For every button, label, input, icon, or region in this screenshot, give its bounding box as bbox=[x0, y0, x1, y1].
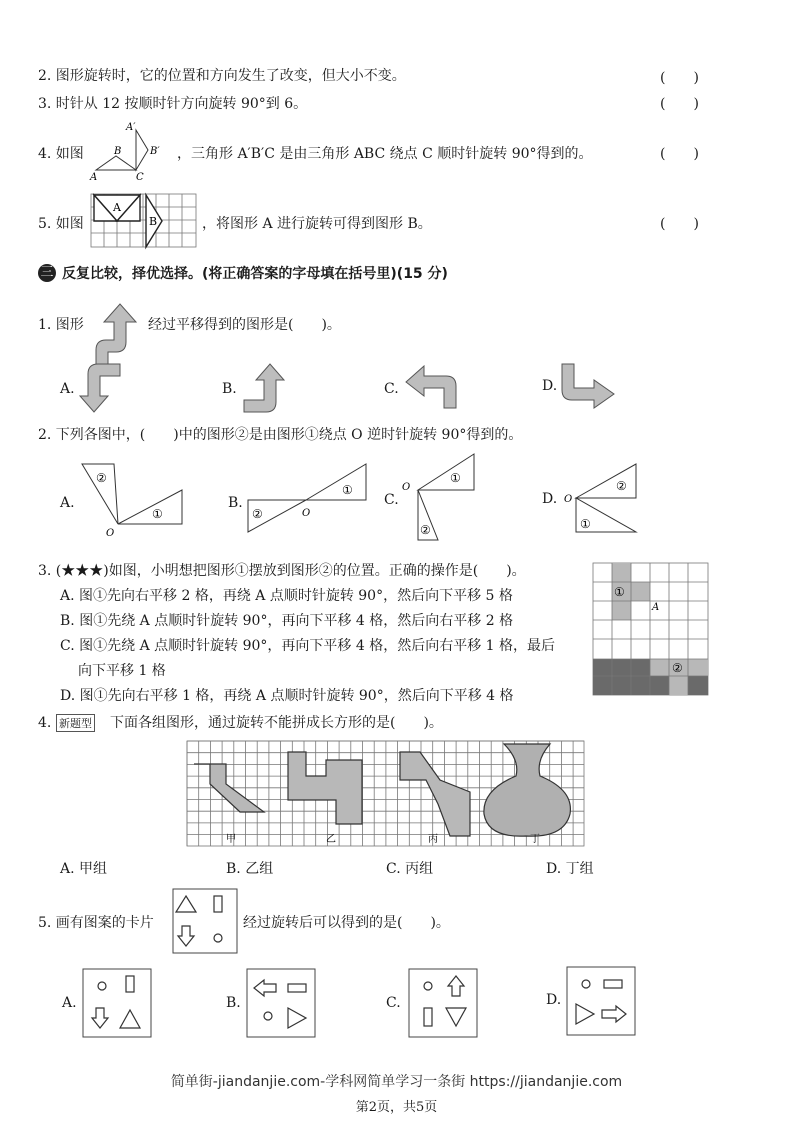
mc2-c-point-o: O bbox=[402, 482, 411, 493]
mc5-prefix: 5. 画有图案的卡片 bbox=[38, 915, 154, 931]
answer-paren-q5[interactable]: ( ) bbox=[660, 216, 699, 232]
mc5-suffix: 经过旋转后可以得到的是( )。 bbox=[243, 915, 450, 931]
mc2-option-a[interactable]: A. bbox=[60, 495, 75, 511]
mc3-grid-point-a: A bbox=[652, 602, 660, 613]
mc2-figure-d bbox=[564, 458, 640, 538]
mc1-option-b-arrow bbox=[240, 360, 290, 416]
mc5-card bbox=[172, 888, 238, 954]
mc2-text: 2. 下列各图中，( )中的图形②是由图形①绕点 O 逆时针旋转 90°得到的。 bbox=[38, 427, 523, 443]
mc5-option-b-card bbox=[246, 968, 316, 1038]
judge-q5-suffix: ，将图形 A 进行旋转可得到图形 B。 bbox=[202, 216, 432, 232]
q5-grid-figure bbox=[90, 193, 198, 249]
mc5-option-a-card bbox=[82, 968, 152, 1038]
mc2-option-b[interactable]: B. bbox=[228, 495, 243, 511]
q5-label-b: B bbox=[149, 215, 158, 228]
mc3-option-c-line1[interactable]: C. 图①先绕 A 点顺时针旋转 90°，再向下平移 4 格，然后向右平移 1 格，最后 bbox=[60, 638, 556, 654]
page-number: 第2页，共5页 bbox=[355, 1100, 438, 1115]
mc5-option-a[interactable]: A. bbox=[62, 995, 77, 1011]
q4-label-a: A bbox=[90, 172, 98, 183]
mc4-text: 下面各组图形，通过旋转不能拼成长方形的是( )。 bbox=[110, 715, 443, 731]
judge-q4-prefix: 4. 如图 bbox=[38, 146, 84, 162]
mc2-a-mark-1: ① bbox=[152, 507, 163, 521]
mc1-option-c-arrow bbox=[402, 360, 462, 412]
mc3-option-b[interactable]: B. 图①先绕 A 点顺时针旋转 90°，再向下平移 4 格，然后向右平移 2 格 bbox=[60, 613, 514, 629]
q4-label-c: C bbox=[136, 172, 144, 183]
mc2-c-mark-1: ① bbox=[450, 471, 461, 485]
mc4-grid-figure bbox=[186, 740, 586, 848]
judge-q5-prefix: 5. 如图 bbox=[38, 216, 84, 232]
mc4-group-ding: 丁 bbox=[530, 834, 540, 845]
mc2-b-point-o: O bbox=[302, 508, 311, 519]
q5-label-a: A bbox=[113, 201, 121, 214]
mc2-figure-b bbox=[244, 460, 372, 536]
mc3-option-c-line2: 向下平移 1 格 bbox=[78, 663, 166, 679]
mc4-option-c[interactable]: C. 丙组 bbox=[386, 861, 434, 877]
judge-q3: 3. 时针从 12 按顺时针方向旋转 90°到 6。 bbox=[38, 96, 308, 112]
mc4-group-yi: 乙 bbox=[326, 834, 336, 845]
mc3-grid-mark-2: ② bbox=[672, 661, 683, 675]
section-number-icon: 三 bbox=[38, 264, 56, 282]
mc5-option-c-card bbox=[408, 968, 478, 1038]
mc1-option-a-arrow bbox=[76, 360, 126, 416]
mc1-suffix: 经过平移得到的图形是( )。 bbox=[148, 317, 341, 333]
mc2-b-mark-2: ② bbox=[252, 507, 263, 521]
mc1-option-c[interactable]: C. bbox=[384, 381, 399, 397]
footer-site: 简单街-jiandanjie.com-学科网简单学习一条街 https://jiandanjie.com bbox=[170, 1074, 623, 1090]
mc5-option-b[interactable]: B. bbox=[226, 995, 241, 1011]
mc1-prefix: 1. 图形 bbox=[38, 317, 84, 333]
mc4-option-b[interactable]: B. 乙组 bbox=[226, 861, 274, 877]
mc3-stem: 3. (★★★)如图，小明想把图形①摆放到图形②的位置。正确的操作是( )。 bbox=[38, 563, 526, 579]
mc2-d-mark-2: ② bbox=[616, 479, 627, 493]
answer-paren-q2[interactable]: ( ) bbox=[660, 70, 699, 86]
mc1-option-d-arrow bbox=[558, 360, 618, 412]
mc1-option-b[interactable]: B. bbox=[222, 381, 237, 397]
triangle-rotation-figure bbox=[86, 118, 176, 183]
mc2-a-mark-2: ② bbox=[96, 471, 107, 485]
mc2-a-point-o: O bbox=[106, 528, 115, 539]
mc3-option-a[interactable]: A. 图①先向右平移 2 格，再绕 A 点顺时针旋转 90°，然后向下平移 5 格 bbox=[60, 588, 513, 604]
q4-label-b-prime: B′ bbox=[150, 146, 160, 157]
mc2-c-mark-2: ② bbox=[420, 523, 431, 537]
mc2-option-c[interactable]: C. bbox=[384, 492, 399, 508]
mc2-b-mark-1: ① bbox=[342, 483, 353, 497]
answer-paren-q3[interactable]: ( ) bbox=[660, 96, 699, 112]
section-title: 反复比较，择优选择。(将正确答案的字母填在括号里)(15 分) bbox=[62, 266, 448, 282]
mc4-option-a[interactable]: A. 甲组 bbox=[60, 861, 108, 877]
mc4-option-d[interactable]: D. 丁组 bbox=[546, 861, 594, 877]
judge-q2: 2. 图形旋转时，它的位置和方向发生了改变，但大小不变。 bbox=[38, 68, 406, 84]
mc3-grid-figure bbox=[592, 562, 710, 698]
judge-q4-suffix: ，三角形 A′B′C 是由三角形 ABC 绕点 C 顺时针旋转 90°得到的。 bbox=[177, 146, 593, 162]
new-question-tag: 新题型 bbox=[56, 714, 95, 732]
mc1-option-a[interactable]: A. bbox=[60, 381, 75, 397]
mc2-figure-c bbox=[398, 450, 482, 544]
mc3-grid-mark-1: ① bbox=[614, 585, 625, 599]
mc5-option-d-card bbox=[566, 966, 636, 1036]
mc2-figure-a bbox=[78, 460, 190, 539]
q4-label-a-prime: A′ bbox=[126, 122, 136, 133]
mc4-group-jia: 甲 bbox=[226, 834, 236, 845]
mc4-group-bing: 丙 bbox=[428, 834, 438, 845]
mc2-d-point-o: O bbox=[564, 494, 573, 505]
mc2-option-d[interactable]: D. bbox=[542, 491, 558, 507]
mc2-d-mark-1: ① bbox=[580, 517, 591, 531]
mc1-option-d[interactable]: D. bbox=[542, 378, 558, 394]
mc5-option-d[interactable]: D. bbox=[546, 992, 562, 1008]
mc3-option-d[interactable]: D. 图①先向右平移 1 格，再绕 A 点顺时针旋转 90°，然后向下平移 4 格 bbox=[60, 688, 514, 704]
mc4-number: 4. bbox=[38, 715, 52, 731]
q4-label-b: B bbox=[114, 146, 122, 157]
answer-paren-q4[interactable]: ( ) bbox=[660, 146, 699, 162]
mc5-option-c[interactable]: C. bbox=[386, 995, 401, 1011]
